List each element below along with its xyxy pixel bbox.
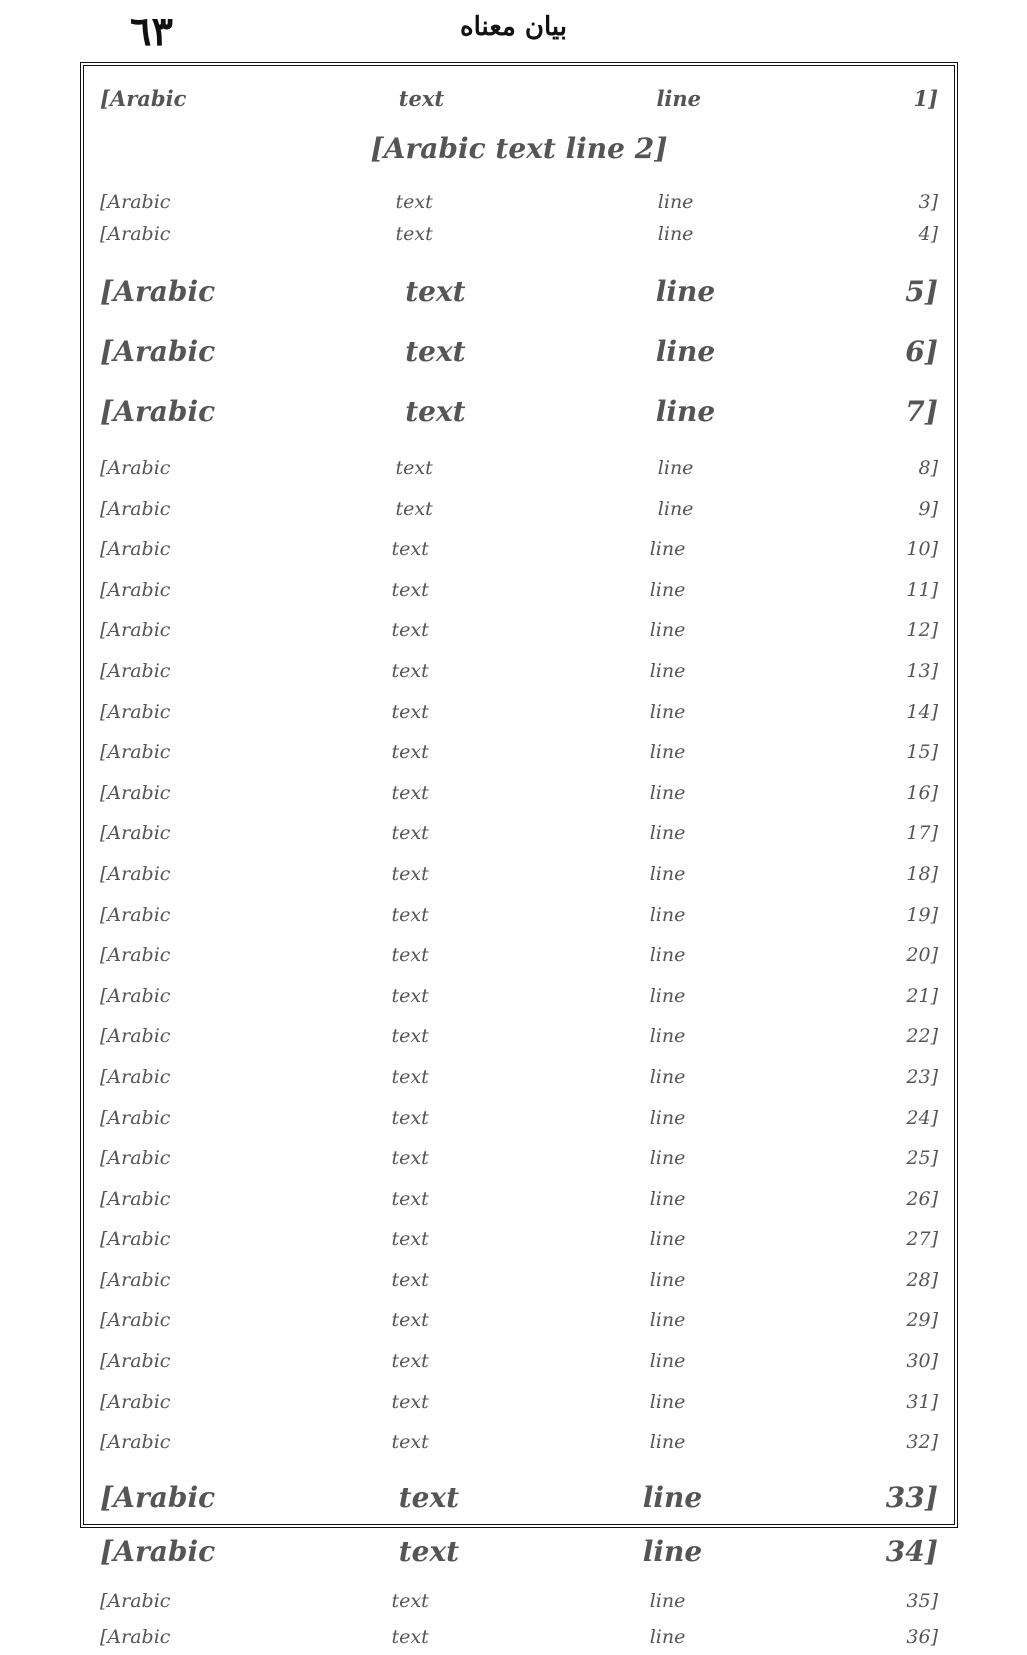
text-line: [Arabic text line 27] <box>100 1228 938 1251</box>
intro-paragraph <box>100 186 938 250</box>
hadith-2 <box>100 1471 938 1579</box>
text-line: [Arabic text line 19] <box>100 903 938 926</box>
text-line: [Arabic text line 4] <box>100 223 938 245</box>
text-line: [Arabic text line 20] <box>100 944 938 967</box>
text-line: [Arabic text line 21] <box>100 984 938 1007</box>
chapter-heading: [Arabic text line 2] <box>370 132 668 165</box>
text-line: [Arabic text line 16] <box>100 781 938 804</box>
hadith-line: [Arabic text line 34] <box>100 1534 938 1568</box>
hadith-1 <box>100 262 938 442</box>
text-line: [Arabic text line 31] <box>100 1390 938 1413</box>
text-line: [Arabic text line 8] <box>100 457 938 479</box>
text-line: [Arabic text line 11] <box>100 578 938 601</box>
text-line: [Arabic text line 26] <box>100 1187 938 1210</box>
text-line: [Arabic text line 22] <box>100 1025 938 1048</box>
hadith-line: [Arabic text line 5] <box>100 275 938 308</box>
text-line: [Arabic text line 18] <box>100 862 938 885</box>
text-line: [Arabic text line 28] <box>100 1268 938 1291</box>
text-line: [Arabic text line 12] <box>100 619 938 642</box>
hadith-line: [Arabic text line 33] <box>100 1480 938 1514</box>
text-line: [Arabic text line 10] <box>100 538 938 561</box>
text-frame <box>80 62 958 1648</box>
text-line: [Arabic text line 15] <box>100 741 938 764</box>
text-line: [Arabic text line 13] <box>100 659 938 682</box>
running-title: بيان معناه <box>459 12 567 42</box>
text-line: [Arabic text line 14] <box>100 700 938 723</box>
text-line: [Arabic text line 32] <box>100 1431 938 1454</box>
text-line: [Arabic text line 24] <box>100 1106 938 1129</box>
hadith-line: [Arabic text line 6] <box>100 335 938 368</box>
text-line: [Arabic text line 17] <box>100 822 938 845</box>
commentary-paragraph <box>100 448 938 1463</box>
text-line: [Arabic text line 36] <box>100 1625 938 1648</box>
text-line: [Arabic text line 23] <box>100 1065 938 1088</box>
text-line: [Arabic text line 29] <box>100 1309 938 1332</box>
text-line: [Arabic text line 3] <box>100 191 938 213</box>
page-header <box>0 8 1027 58</box>
text-line: [Arabic text line 35] <box>100 1589 938 1612</box>
text-line: [Arabic text line 30] <box>100 1350 938 1373</box>
text-line: [Arabic text line 9] <box>100 497 938 520</box>
page-number: ٦٣ <box>130 8 173 55</box>
closing-paragraph <box>100 1583 938 1655</box>
text-line: [Arabic text line 25] <box>100 1147 938 1170</box>
lead-line: [Arabic text line 1] <box>100 86 938 111</box>
hadith-line: [Arabic text line 7] <box>100 395 938 428</box>
